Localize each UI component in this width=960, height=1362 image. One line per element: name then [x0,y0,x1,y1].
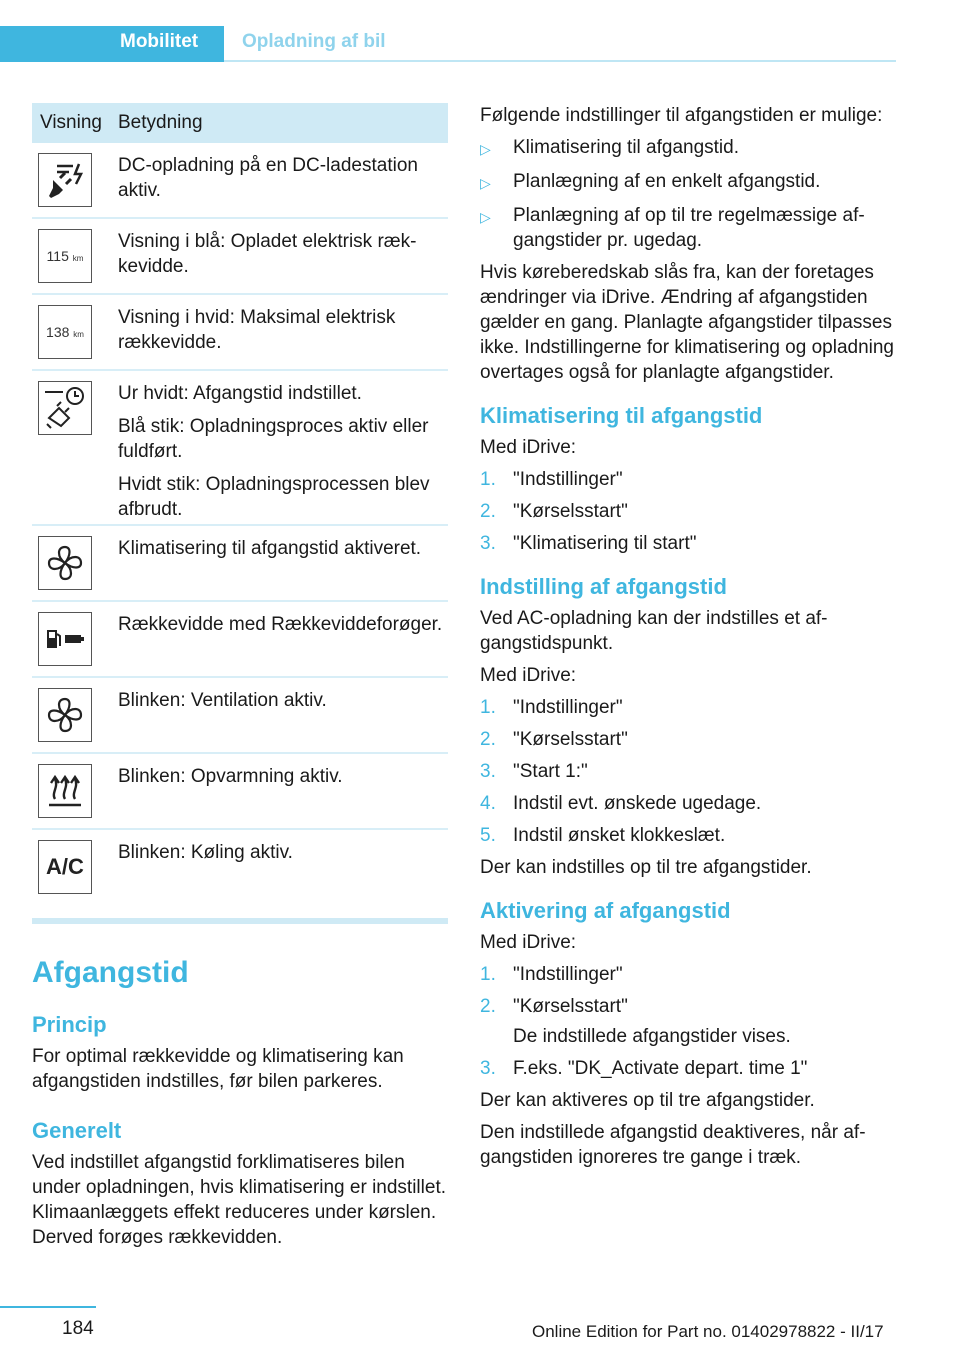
left-column [32,103,448,924]
list-item: ▷ Planlægning af op til tre regelmæssige afgangstider pr. ugedag. [480,205,865,251]
options-list [480,135,900,253]
range-display-blue-icon [38,229,92,283]
klimatisering-lead: Med iDrive: [480,437,577,458]
edition-note: Online Edition for Part no. 01402978822 - II/17 [532,1322,884,1341]
list-item: 1. "Indstillinger" [480,469,623,490]
section-title: Afgangstid [32,956,189,989]
ac-icon-label: A/C [46,854,84,879]
table-header [32,103,448,143]
table-cell-text: Visning i blå: Opladet elektrisk rækkevidde. [118,231,417,277]
list-item: 3. "Klimatisering til start" [480,533,697,554]
fan-icon [38,688,92,742]
bullet-triangle-icon: ▷ [480,141,491,157]
table-row [32,295,448,371]
aktivering-after-2: Den indstillede afgangstid deaktiveres, når afgangstiden ignoreres tre gange i træk. [480,1122,866,1168]
list-item: 1. "Indstillinger" [480,697,623,718]
range-display-white-icon [38,305,92,359]
generelt-heading: Generelt [32,1118,122,1143]
table-row [32,678,448,754]
klimatisering-heading: Klimatisering til afgangstid [480,403,763,428]
right-column [480,103,900,1177]
list-item: 4. Indstil evt. ønskede ugedage. [480,793,762,814]
table-header-meaning: Betydning [118,112,203,133]
list-item: 3. "Start 1:" [480,761,588,782]
princip-text: For optimal rækkevidde og klimatisering kan afgangstiden indstilles, før bilen parkeres. [32,1046,404,1092]
list-item: 2. "Kørselsstart" [480,729,628,750]
table-cell-text: Hvidt stik: Opladningsprocessen blev afbrudt. [118,474,430,520]
bullet-triangle-icon: ▷ [480,175,491,191]
aktivering-after-1: Der kan aktiveres op til tre afgangstider. [480,1090,815,1111]
range-unit: km [72,254,84,263]
table-cell-text: Klimatisering til afgangstid aktiveret. [118,538,422,559]
indstilling-heading: Indstilling af afgangstid [480,574,727,599]
aktivering-note: De indstillede afgangstider vises. [513,1026,791,1047]
list-item: 3. F.eks. "DK_Activate depart. time 1" [480,1058,808,1079]
aktivering-steps [480,962,900,1019]
list-item: 5. Indstil ønsket klokkeslæt. [480,825,726,846]
table-row [32,371,448,526]
footer-rule [0,1306,96,1308]
table-row [32,754,448,830]
indstilling-steps [480,695,900,848]
heating-icon [38,764,92,818]
table-cell-text: Blinken: Køling aktiv. [118,842,293,863]
table-cell-text: Blinken: Opvarmning aktiv. [118,766,343,787]
indstilling-after: Der kan indstilles op til tre afgangstider. [480,857,812,878]
options-intro: Følgende indstillinger til afgangstiden er mulige: [480,105,883,126]
table-cell-text: Rækkevidde med Rækkeviddeforøger. [118,614,443,635]
indstilling-lead: Med iDrive: [480,665,577,686]
departure-timer-plug-icon [38,381,92,435]
klimatisering-steps [480,467,900,556]
idrive-paragraph: Hvis køreberedskab slås fra, kan der foretages ændringer via iDrive. Ændring af afgangstiden gælder en gang. Planlagte afgangstider tilpasses ikke. Indstillingerne for klimatisering og opladning overtages også for planlagte afgangstider. [480,262,895,383]
left-lower-text [32,1012,448,1250]
dc-charging-plug-icon [38,153,92,207]
table-cell-text: Blinken: Ventilation aktiv. [118,690,327,711]
fan-icon [38,536,92,590]
table-cell-text: Visning i hvid: Maksimal elektrisk rækkevidde. [118,307,396,353]
table-end-rule [32,918,448,924]
header-subsection-title: Opladning af bil [242,31,386,52]
list-item: 2. "Kørselsstart" [480,996,628,1017]
list-item: 2. "Kørselsstart" [480,501,628,522]
table-header-display: Visning [40,112,102,133]
aktivering-steps-cont [480,1056,900,1081]
range-extender-icon [38,612,92,666]
table-cell-text: Ur hvidt: Afgangstid indstillet. [118,383,362,404]
table-row [32,830,448,906]
page-number: 184 [62,1318,94,1339]
list-item: ▷ Planlægning af en enkelt afgangstid. [480,169,900,196]
table-cell-text: DC-opladning på en DC-ladestation aktiv. [118,155,418,201]
range-unit: km [73,330,84,339]
table-row [32,219,448,295]
aktivering-heading: Aktivering af afgangstid [480,898,731,923]
header-section-title: Mobilitet [120,31,199,52]
generelt-text: Ved indstillet afgangstid forklimatiseres bilen under opladningen, hvis klimatisering er indstillet. Klimaanlæggets effekt reduceres under kørslen. Derved forøges rækkevidden. [32,1152,447,1248]
indstilling-text: Ved AC-opladning kan der indstilles et afgangstidspunkt. [480,608,828,654]
list-item: ▷ Klimatisering til afgangstid. [480,135,900,162]
table-row [32,526,448,602]
aktivering-lead: Med iDrive: [480,932,577,953]
list-item: 1. "Indstillinger" [480,964,623,985]
header-rule [224,60,896,62]
table-row [32,143,448,219]
ac-icon [38,840,92,894]
bullet-triangle-icon: ▷ [480,209,491,225]
table-cell-text: Blå stik: Opladningsproces aktiv eller fuldført. [118,416,429,462]
range-value: 138 [46,324,70,340]
princip-heading: Princip [32,1012,107,1037]
table-row [32,602,448,678]
range-value: 115 [46,248,69,264]
